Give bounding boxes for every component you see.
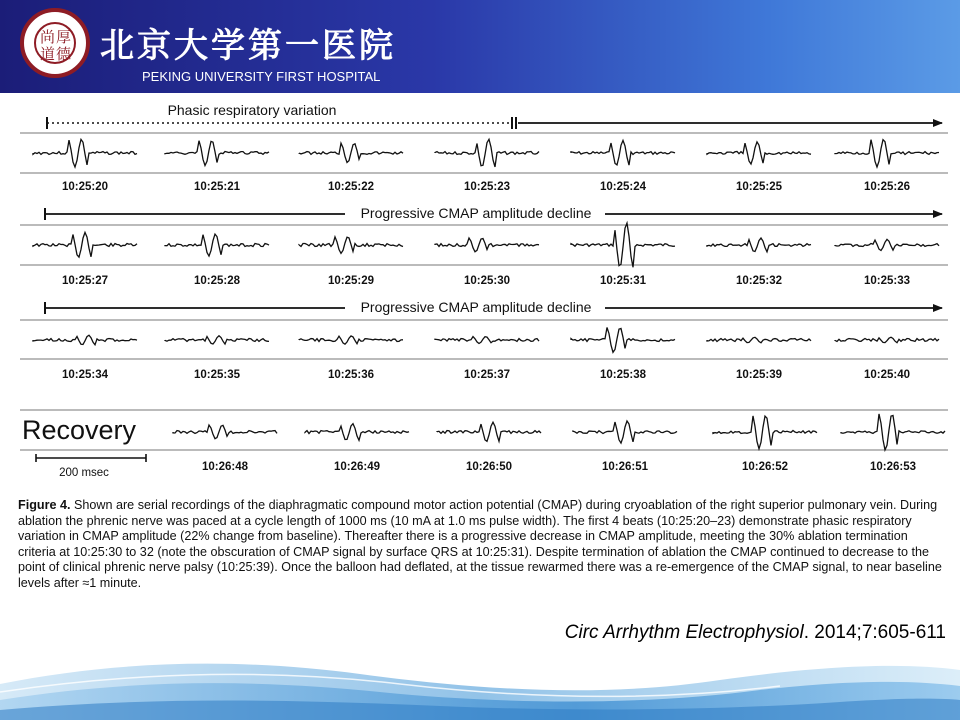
cmap-trace bbox=[173, 425, 277, 439]
time-label: 10:25:24 bbox=[599, 181, 647, 193]
cmap-trace bbox=[165, 141, 269, 166]
cmap-figure bbox=[0, 95, 960, 490]
cmap-trace bbox=[305, 424, 409, 441]
time-label: 10:25:31 bbox=[599, 275, 647, 287]
time-label: 10:25:20 bbox=[61, 181, 109, 193]
hospital-seal-logo bbox=[20, 8, 90, 78]
time-label: 10:25:38 bbox=[599, 369, 647, 381]
cmap-trace bbox=[841, 414, 945, 450]
cmap-trace bbox=[33, 335, 137, 345]
time-label: 10:25:40 bbox=[863, 369, 911, 381]
cmap-trace bbox=[707, 337, 811, 343]
time-label: 10:25:34 bbox=[61, 369, 109, 381]
cmap-trace bbox=[165, 336, 269, 344]
time-label: 10:25:32 bbox=[735, 275, 783, 287]
cmap-trace bbox=[707, 238, 811, 252]
hospital-name-english: PEKING UNIVERSITY FIRST HOSPITAL bbox=[142, 69, 381, 84]
figure-caption bbox=[18, 498, 948, 592]
cmap-trace bbox=[299, 143, 403, 162]
cmap-trace bbox=[435, 337, 539, 344]
cmap-trace bbox=[835, 140, 939, 167]
cmap-trace bbox=[713, 416, 817, 449]
cmap-trace bbox=[835, 239, 939, 250]
time-label: 10:25:23 bbox=[463, 181, 511, 193]
decline-label-row2: Progressive CMAP amplitude decline bbox=[360, 205, 592, 221]
time-label: 10:25:22 bbox=[327, 181, 375, 193]
time-label: 10:25:35 bbox=[193, 369, 241, 381]
decline-label-row3: Progressive CMAP amplitude decline bbox=[360, 299, 592, 315]
cmap-trace bbox=[299, 237, 403, 254]
time-label: 10:25:39 bbox=[735, 369, 783, 381]
recovery-label: Recovery bbox=[22, 415, 137, 445]
time-label: 10:25:28 bbox=[193, 275, 241, 287]
scale-bar-label: 200 msec bbox=[59, 467, 109, 479]
cmap-trace bbox=[571, 223, 675, 267]
time-label: 10:25:30 bbox=[463, 275, 511, 287]
time-label: 10:26:48 bbox=[201, 461, 249, 473]
time-label: 10:25:25 bbox=[735, 181, 783, 193]
cmap-trace bbox=[435, 139, 539, 167]
citation-journal: Circ Arrhythm Electrophysiol bbox=[564, 622, 804, 643]
cmap-trace bbox=[835, 337, 939, 343]
cmap-trace bbox=[165, 234, 269, 256]
time-label: 10:26:53 bbox=[869, 461, 917, 473]
time-label: 10:25:26 bbox=[863, 181, 911, 193]
time-label: 10:25:33 bbox=[863, 275, 911, 287]
header-banner bbox=[0, 0, 960, 93]
cmap-trace bbox=[299, 336, 403, 344]
phase-label: Phasic respiratory variation bbox=[167, 102, 337, 118]
hospital-name-chinese: 北京大学第一医院 bbox=[100, 26, 396, 66]
caption-figure-label: Figure 4. bbox=[18, 498, 71, 512]
cmap-trace bbox=[571, 140, 675, 165]
cmap-trace bbox=[707, 142, 811, 164]
decorative-wave-footer bbox=[0, 640, 960, 720]
cmap-trace bbox=[33, 139, 137, 167]
cmap-trace bbox=[435, 238, 539, 252]
cmap-trace bbox=[571, 328, 675, 353]
time-label: 10:26:50 bbox=[465, 461, 513, 473]
time-label: 10:26:52 bbox=[741, 461, 789, 473]
cmap-trace bbox=[437, 422, 541, 441]
time-label: 10:25:37 bbox=[463, 369, 511, 381]
caption-text: Shown are serial recordings of the diaphragmatic compound motor action potential (CMAP) during cryoablation of the right superior pulmonary vein. During ablation the phrenic nerve was paced at a cycle length of 1000 ms (10 mA at 1.0 ms pulse width). The first 4 beats (10:25:20–23) demonstrate phasic respiratory variation in CMAP amplitude (22% change from baseline). Thereafter there is a progressive decrease in CMAP amplitude, meeting the 30% ablation termination criteria at 10:25:30 to 32 (note the obscuration of CMAP signal by surface QRS at 10:25:31). Despite termination of ablation the CMAP continued to decrease to the point of clinical phrenic nerve palsy (10:25:39). Once the balloon had deflated, at the tissue rewarmed there was a re-emergence of the CMAP signal, to near baseline levels after ≈1 minute. bbox=[18, 498, 942, 590]
seal-text: 尚厚道德 bbox=[39, 28, 72, 63]
time-label: 10:25:21 bbox=[193, 181, 241, 193]
cmap-trace bbox=[573, 421, 677, 443]
citation-ref: . 2014;7:605-611 bbox=[803, 622, 946, 643]
time-label: 10:26:49 bbox=[333, 461, 381, 473]
cmap-trace bbox=[33, 232, 137, 257]
time-label: 10:26:51 bbox=[601, 461, 649, 473]
time-label: 10:25:36 bbox=[327, 369, 375, 381]
time-label: 10:25:27 bbox=[61, 275, 109, 287]
time-label: 10:25:29 bbox=[327, 275, 375, 287]
